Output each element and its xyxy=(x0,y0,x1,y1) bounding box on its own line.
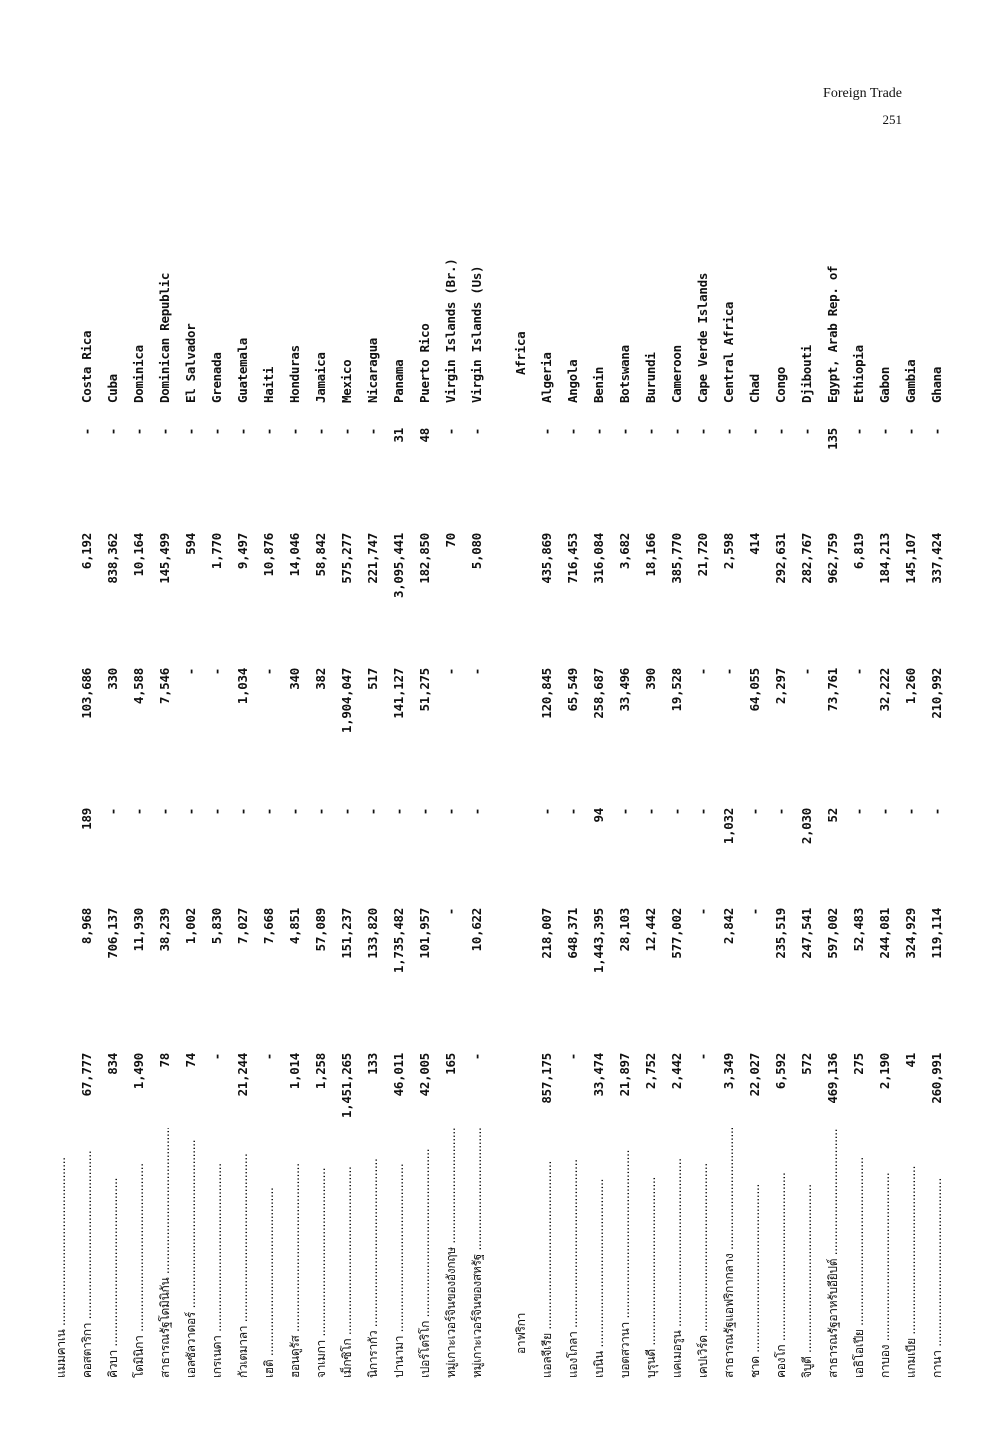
value-cell-n2: - xyxy=(747,908,762,916)
value-cell-n4: - xyxy=(209,668,224,676)
thai-country-name: บุรุนดี ..... xyxy=(640,1128,662,1378)
table-row xyxy=(796,228,818,1378)
value-cell-n1: 1,490 xyxy=(131,1053,146,1090)
value-cell-n6: - xyxy=(903,428,918,436)
english-country-name: Virgin Islands (Us) xyxy=(469,265,484,403)
value-cell-n3: - xyxy=(365,808,380,816)
value-cell-n6: - xyxy=(105,428,120,436)
value-cell-n2: 151,237 xyxy=(339,908,354,959)
thai-country-name: เปอร์โตริโก ..... xyxy=(414,1128,436,1378)
value-cell-n4: 64,055 xyxy=(747,668,762,712)
value-cell-n3: - xyxy=(747,808,762,816)
value-cell-n5: 145,107 xyxy=(903,533,918,584)
table-row xyxy=(926,228,948,1378)
value-cell-n1: - xyxy=(469,1053,484,1061)
thai-country-name: ชาด ..... xyxy=(744,1128,766,1378)
table-row xyxy=(102,228,124,1378)
value-cell-n2: 648,371 xyxy=(565,908,580,959)
english-country-name: Puerto Rico xyxy=(417,323,432,403)
value-cell-n1: 2,442 xyxy=(669,1053,684,1090)
value-cell-n1: 33,474 xyxy=(591,1053,606,1097)
value-cell-n4: 330 xyxy=(105,668,120,690)
value-cell-n3: - xyxy=(417,808,432,816)
value-cell-n4: - xyxy=(261,668,276,676)
value-cell-n3: - xyxy=(209,808,224,816)
value-cell-n3: - xyxy=(105,808,120,816)
value-cell-n2: 133,820 xyxy=(365,908,380,959)
value-cell-n5: 838,362 xyxy=(105,533,120,584)
english-country-name: Jamaica xyxy=(313,352,328,403)
value-cell-n1: 857,175 xyxy=(539,1053,554,1104)
value-cell-n5: 594 xyxy=(183,533,198,555)
value-cell-n6: - xyxy=(131,428,146,436)
value-cell-n1: 21,897 xyxy=(617,1053,632,1097)
value-cell-n5: 5,080 xyxy=(469,533,484,570)
value-cell-n6: 31 xyxy=(391,428,406,443)
value-cell-n2: - xyxy=(443,908,458,916)
value-cell-n2: 8,968 xyxy=(79,908,94,945)
value-cell-n1: - xyxy=(261,1053,276,1061)
value-cell-n5: 70 xyxy=(443,533,458,548)
value-cell-n5: 2,598 xyxy=(721,533,736,570)
thai-country-name: คิวบา ..... xyxy=(102,1128,124,1378)
english-country-name: Benin xyxy=(591,366,606,403)
value-cell-n2: 235,519 xyxy=(773,908,788,959)
value-cell-n4: 390 xyxy=(643,668,658,690)
table-row xyxy=(440,228,462,1378)
thai-country-name: เอธิโอเปีย ..... xyxy=(848,1128,870,1378)
table-row xyxy=(874,228,896,1378)
value-cell-n2: 57,089 xyxy=(313,908,328,952)
english-country-name: Congo xyxy=(773,366,788,403)
thai-country-name: โดมินิกา ..... xyxy=(128,1128,150,1378)
value-cell-n3: - xyxy=(261,808,276,816)
table-row xyxy=(258,228,280,1378)
table-row xyxy=(206,228,228,1378)
section-heading-thai: อาฟริกา xyxy=(514,1312,528,1354)
thai-country-name: แอลจีเรีย ..... xyxy=(536,1128,558,1378)
value-cell-n1: 133 xyxy=(365,1053,380,1075)
value-cell-n5: 3,095,441 xyxy=(391,533,406,599)
value-cell-n4: 19,528 xyxy=(669,668,684,712)
table-row xyxy=(362,228,384,1378)
english-country-name: Ethiopia xyxy=(851,345,866,403)
value-cell-n6: - xyxy=(851,428,866,436)
table-row xyxy=(232,228,254,1378)
english-country-name: Botswana xyxy=(617,345,632,403)
english-country-name: Guatemala xyxy=(235,337,250,403)
english-country-name: Gabon xyxy=(877,366,892,403)
table-row xyxy=(588,228,610,1378)
thai-country-name: เม็กซิโก ..... xyxy=(336,1128,358,1378)
thai-country-name: ปานามา ..... xyxy=(388,1128,410,1378)
value-cell-n2: 7,668 xyxy=(261,908,276,945)
value-cell-n3: 2,030 xyxy=(799,808,814,845)
value-cell-n2: 10,622 xyxy=(469,908,484,952)
table-row xyxy=(180,228,202,1378)
value-cell-n4: - xyxy=(721,668,736,676)
page-number: 251 xyxy=(882,112,902,127)
value-cell-n5: 10,164 xyxy=(131,533,146,577)
value-cell-n3: - xyxy=(157,808,172,816)
value-cell-n2: 218,007 xyxy=(539,908,554,959)
value-cell-n6: - xyxy=(313,428,328,436)
value-cell-n2: - xyxy=(695,908,710,916)
value-cell-n5: 145,499 xyxy=(157,533,172,584)
value-cell-n5: 575,277 xyxy=(339,533,354,584)
value-cell-n4: 1,260 xyxy=(903,668,918,705)
value-cell-n3: - xyxy=(183,808,198,816)
english-country-name: Panama xyxy=(391,359,406,403)
table-row xyxy=(614,228,636,1378)
english-country-name: Nicaragua xyxy=(365,337,380,403)
value-cell-n2: 28,103 xyxy=(617,908,632,952)
value-cell-n5: 14,046 xyxy=(287,533,302,577)
thai-country-name: เบนิน ..... xyxy=(588,1128,610,1378)
thai-country-name: เฮติ ..... xyxy=(258,1128,280,1378)
running-title: Foreign Trade xyxy=(823,86,902,101)
value-cell-n5: 21,720 xyxy=(695,533,710,577)
value-cell-n4: 32,222 xyxy=(877,668,892,712)
value-cell-n3: - xyxy=(773,808,788,816)
thai-country-name: สาธารณรัฐแอฟริกากลาง ..... xyxy=(718,1128,740,1378)
value-cell-n6: - xyxy=(643,428,658,436)
english-country-name: Virgin Islands (Br.) xyxy=(443,258,458,403)
rotated-trade-table xyxy=(50,228,950,1378)
value-cell-n2: 706,137 xyxy=(105,908,120,959)
thai-country-name: คองโก ..... xyxy=(770,1128,792,1378)
english-country-name: Costa Rica xyxy=(79,330,94,403)
value-cell-n6: - xyxy=(721,428,736,436)
english-country-name: Honduras xyxy=(287,345,302,403)
table-row xyxy=(76,228,98,1378)
table-row xyxy=(154,228,176,1378)
value-cell-n6: - xyxy=(157,428,172,436)
english-country-name: Haiti xyxy=(261,366,276,403)
table-row xyxy=(718,228,740,1378)
value-cell-n5: 182,850 xyxy=(417,533,432,584)
english-country-name: Gambia xyxy=(903,359,918,403)
value-cell-n6: - xyxy=(209,428,224,436)
english-country-name: Djibouti xyxy=(799,345,814,403)
english-country-name: Cape Verde Islands xyxy=(695,272,710,403)
value-cell-n3: - xyxy=(929,808,944,816)
value-cell-n5: 10,876 xyxy=(261,533,276,577)
value-cell-n6: - xyxy=(695,428,710,436)
value-cell-n5: 58,842 xyxy=(313,533,328,577)
value-cell-n4: 1,034 xyxy=(235,668,250,705)
value-cell-n1: 165 xyxy=(443,1053,458,1075)
value-cell-n4: 340 xyxy=(287,668,302,690)
english-country-name: Central Africa xyxy=(721,301,736,403)
value-cell-n3: - xyxy=(391,808,406,816)
value-cell-n2: 577,002 xyxy=(669,908,684,959)
value-cell-n1: - xyxy=(565,1053,580,1061)
value-cell-n6: - xyxy=(929,428,944,436)
value-cell-n6: - xyxy=(617,428,632,436)
table-row xyxy=(284,228,306,1378)
value-cell-n1: 21,244 xyxy=(235,1053,250,1097)
thai-country-name: เอลซัลวาดอร์ ..... xyxy=(180,1128,202,1378)
thai-country-name: แองโกลา ..... xyxy=(562,1128,584,1378)
value-cell-n1: 3,349 xyxy=(721,1053,736,1090)
value-cell-n1: - xyxy=(695,1053,710,1061)
table-row xyxy=(562,228,584,1378)
value-cell-n3: - xyxy=(339,808,354,816)
value-cell-n4: - xyxy=(799,668,814,676)
value-cell-n5: 962,759 xyxy=(825,533,840,584)
value-cell-n4: - xyxy=(183,668,198,676)
value-cell-n4: - xyxy=(469,668,484,676)
english-country-name: Grenada xyxy=(209,352,224,403)
value-cell-n4: 7,546 xyxy=(157,668,172,705)
value-cell-n3: 94 xyxy=(591,808,606,823)
value-cell-n5: 184,213 xyxy=(877,533,892,584)
value-cell-n3: - xyxy=(131,808,146,816)
value-cell-n4: 103,686 xyxy=(79,668,94,719)
value-cell-n1: 1,451,265 xyxy=(339,1053,354,1119)
value-cell-n3: - xyxy=(313,808,328,816)
value-cell-n2: 52,483 xyxy=(851,908,866,952)
value-cell-n4: 65,549 xyxy=(565,668,580,712)
value-cell-n3: 1,032 xyxy=(721,808,736,845)
value-cell-n6: - xyxy=(565,428,580,436)
value-cell-n4: 258,687 xyxy=(591,668,606,719)
value-cell-n3: - xyxy=(235,808,250,816)
value-cell-n2: 11,930 xyxy=(131,908,146,952)
value-cell-n1: 22,027 xyxy=(747,1053,762,1097)
value-cell-n6: - xyxy=(799,428,814,436)
value-cell-n2: 1,735,482 xyxy=(391,908,406,974)
english-country-name: Burundi xyxy=(643,352,658,403)
table-row xyxy=(848,228,870,1378)
value-cell-n6: - xyxy=(443,428,458,436)
value-cell-n6: - xyxy=(539,428,554,436)
value-cell-n1: 46,011 xyxy=(391,1053,406,1097)
value-cell-n3: - xyxy=(539,808,554,816)
value-cell-n4: 517 xyxy=(365,668,380,690)
value-cell-n6: 48 xyxy=(417,428,432,443)
value-cell-n5: 337,424 xyxy=(929,533,944,584)
value-cell-n1: 42,005 xyxy=(417,1053,432,1097)
value-cell-n6: - xyxy=(591,428,606,436)
value-cell-n6: - xyxy=(261,428,276,436)
value-cell-n1: 469,136 xyxy=(825,1053,840,1104)
value-cell-n5: 18,166 xyxy=(643,533,658,577)
thai-country-name: จิบูตี ..... xyxy=(796,1128,818,1378)
value-cell-n6: - xyxy=(339,428,354,436)
value-cell-n3: 189 xyxy=(79,808,94,830)
table-row xyxy=(128,228,150,1378)
value-cell-n6: 135 xyxy=(825,428,840,450)
thai-country-name: เคปเวิร์ด ..... xyxy=(692,1128,714,1378)
thai-country-name: จาเมกา ..... xyxy=(310,1128,332,1378)
thai-country-name: หมู่เกาะเวอร์จินของสหรัฐ ..... xyxy=(466,1128,488,1378)
thai-country-name: แมมคาเน ..... xyxy=(50,1128,72,1378)
table-row xyxy=(536,228,558,1378)
value-cell-n6: - xyxy=(365,428,380,436)
value-cell-n6: - xyxy=(877,428,892,436)
value-cell-n2: 4,851 xyxy=(287,908,302,945)
value-cell-n2: 119,114 xyxy=(929,908,944,959)
value-cell-n2: 38,239 xyxy=(157,908,172,952)
value-cell-n5: 1,770 xyxy=(209,533,224,570)
table-row xyxy=(388,228,410,1378)
english-country-name: Dominica xyxy=(131,345,146,403)
value-cell-n5: 414 xyxy=(747,533,762,555)
value-cell-n5: 292,631 xyxy=(773,533,788,584)
value-cell-n5: 282,767 xyxy=(799,533,814,584)
value-cell-n3: - xyxy=(565,808,580,816)
value-cell-n3: - xyxy=(469,808,484,816)
value-cell-n4: 2,297 xyxy=(773,668,788,705)
value-cell-n1: 67,777 xyxy=(79,1053,94,1097)
table-row xyxy=(744,228,766,1378)
value-cell-n2: 5,830 xyxy=(209,908,224,945)
thai-country-name: แกมเบีย ..... xyxy=(900,1128,922,1378)
table-row xyxy=(310,228,332,1378)
value-cell-n5: 716,453 xyxy=(565,533,580,584)
value-cell-n4: 382 xyxy=(313,668,328,690)
thai-country-name: กานา ..... xyxy=(926,1128,948,1378)
value-cell-n1: 78 xyxy=(157,1053,172,1068)
value-cell-n1: 1,258 xyxy=(313,1053,328,1090)
english-country-name: Algeria xyxy=(539,352,554,403)
truncated-row xyxy=(50,228,72,1378)
value-cell-n5: 385,770 xyxy=(669,533,684,584)
english-country-name: Dominican Republic xyxy=(157,272,172,403)
value-cell-n4: - xyxy=(851,668,866,676)
value-cell-n4: - xyxy=(695,668,710,676)
value-cell-n2: 101,957 xyxy=(417,908,432,959)
value-cell-n1: - xyxy=(209,1053,224,1061)
thai-country-name: บอตสวานา ..... xyxy=(614,1128,636,1378)
table-row xyxy=(822,228,844,1378)
value-cell-n3: - xyxy=(669,808,684,816)
value-cell-n4: 141,127 xyxy=(391,668,406,719)
table-row xyxy=(640,228,662,1378)
value-cell-n1: 2,190 xyxy=(877,1053,892,1090)
value-cell-n2: 597,002 xyxy=(825,908,840,959)
value-cell-n3: - xyxy=(443,808,458,816)
table-row xyxy=(770,228,792,1378)
table-row xyxy=(414,228,436,1378)
value-cell-n4: 210,992 xyxy=(929,668,944,719)
value-cell-n6: - xyxy=(235,428,250,436)
value-cell-n2: 1,002 xyxy=(183,908,198,945)
thai-country-name: คอสตาริกา ..... xyxy=(76,1128,98,1378)
value-cell-n6: - xyxy=(747,428,762,436)
thai-country-name: ฮอนดูรัส ..... xyxy=(284,1128,306,1378)
value-cell-n4: 120,845 xyxy=(539,668,554,719)
value-cell-n5: 3,682 xyxy=(617,533,632,570)
value-cell-n4: 73,761 xyxy=(825,668,840,712)
value-cell-n3: 52 xyxy=(825,808,840,823)
value-cell-n1: 275 xyxy=(851,1053,866,1075)
value-cell-n3: - xyxy=(903,808,918,816)
value-cell-n5: 6,819 xyxy=(851,533,866,570)
value-cell-n3: - xyxy=(617,808,632,816)
value-cell-n6: - xyxy=(773,428,788,436)
thai-country-name: หมู่เกาะเวอร์จินของอังกฤษ ..... xyxy=(440,1128,462,1378)
thai-country-name: กาบอง ..... xyxy=(874,1128,896,1378)
table-row xyxy=(666,228,688,1378)
value-cell-n5: 9,497 xyxy=(235,533,250,570)
value-cell-n1: 572 xyxy=(799,1053,814,1075)
table-row xyxy=(692,228,714,1378)
value-cell-n5: 435,869 xyxy=(539,533,554,584)
english-country-name: Mexico xyxy=(339,359,354,403)
thai-country-name: สาธารณรัฐโดมินิกัน ..... xyxy=(154,1128,176,1378)
value-cell-n4: 51,275 xyxy=(417,668,432,712)
english-country-name: El Salvador xyxy=(183,323,198,403)
value-cell-n1: 834 xyxy=(105,1053,120,1075)
value-cell-n1: 1,014 xyxy=(287,1053,302,1090)
table-row xyxy=(336,228,358,1378)
english-country-name: Ghana xyxy=(929,366,944,403)
value-cell-n2: 12,442 xyxy=(643,908,658,952)
value-cell-n2: 2,842 xyxy=(721,908,736,945)
value-cell-n6: - xyxy=(79,428,94,436)
value-cell-n4: 4,588 xyxy=(131,668,146,705)
table-row xyxy=(900,228,922,1378)
thai-country-name: เกรเนดา ..... xyxy=(206,1128,228,1378)
section-heading-row xyxy=(510,228,532,1378)
value-cell-n4: 1,904,047 xyxy=(339,668,354,734)
section-heading-english: Africa xyxy=(513,331,528,375)
english-country-name: Angola xyxy=(565,359,580,403)
english-country-name: Egypt, Arab Rep. of xyxy=(825,265,840,403)
value-cell-n1: 260,991 xyxy=(929,1053,944,1104)
table-row xyxy=(466,228,488,1378)
value-cell-n1: 6,592 xyxy=(773,1053,788,1090)
thai-country-name: สาธารณรัฐอาหรับอียิปต์ ..... xyxy=(822,1128,844,1378)
value-cell-n1: 2,752 xyxy=(643,1053,658,1090)
value-cell-n2: 1,443,395 xyxy=(591,908,606,974)
value-cell-n3: - xyxy=(695,808,710,816)
value-cell-n2: 244,081 xyxy=(877,908,892,959)
value-cell-n4: 33,496 xyxy=(617,668,632,712)
value-cell-n6: - xyxy=(469,428,484,436)
page-header xyxy=(823,86,902,128)
value-cell-n1: 74 xyxy=(183,1053,198,1068)
value-cell-n2: 247,541 xyxy=(799,908,814,959)
value-cell-n6: - xyxy=(183,428,198,436)
value-cell-n3: - xyxy=(877,808,892,816)
value-cell-n6: - xyxy=(669,428,684,436)
thai-country-name: แคเมอรูน ..... xyxy=(666,1128,688,1378)
value-cell-n5: 6,192 xyxy=(79,533,94,570)
value-cell-n6: - xyxy=(287,428,302,436)
value-cell-n5: 316,084 xyxy=(591,533,606,584)
value-cell-n5: 221,747 xyxy=(365,533,380,584)
value-cell-n1: 41 xyxy=(903,1053,918,1068)
value-cell-n4: - xyxy=(443,668,458,676)
english-country-name: Cuba xyxy=(105,374,120,403)
english-country-name: Chad xyxy=(747,374,762,403)
thai-country-name: กัวเตมาลา ..... xyxy=(232,1128,254,1378)
english-country-name: Cameroon xyxy=(669,345,684,403)
thai-country-name: นิการากัว ..... xyxy=(362,1128,384,1378)
value-cell-n3: - xyxy=(643,808,658,816)
value-cell-n2: 324,929 xyxy=(903,908,918,959)
value-cell-n3: - xyxy=(287,808,302,816)
value-cell-n2: 7,027 xyxy=(235,908,250,945)
value-cell-n3: - xyxy=(851,808,866,816)
